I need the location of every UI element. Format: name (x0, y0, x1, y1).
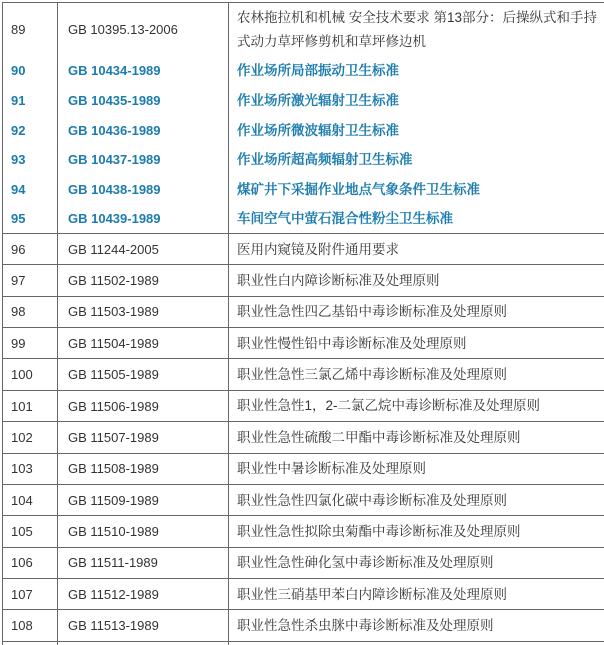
table-row (3, 234, 604, 265)
standard-title-cell: 职业性慢性铅中毒诊断标准及处理原则 (237, 335, 467, 351)
standard-title-cell: 职业性急性拟除虫菊酯中毒诊断标准及处理原则 (237, 523, 521, 539)
standard-code-cell[interactable]: GB 10435-1989 (58, 86, 229, 116)
table-row (3, 422, 604, 453)
table-row (3, 56, 604, 86)
row-number-cell: 98 (3, 297, 58, 327)
row-number-cell[interactable]: 90 (3, 56, 58, 86)
standard-title-cell: 职业性白内障诊断标准及处理原则 (237, 272, 440, 288)
standard-code-cell: GB 11509-1989 (58, 485, 229, 515)
standard-code-cell[interactable]: GB 10439-1989 (58, 204, 229, 233)
standard-code-cell: GB 11507-1989 (58, 422, 229, 452)
standard-code-cell: GB 11512-1989 (58, 579, 229, 609)
standard-title-cell: 职业性急性1，2-二氯乙烷中毒诊断标准及处理原则 (237, 398, 541, 414)
row-number-cell: 97 (3, 265, 58, 295)
standard-code-cell: GB 11510-1989 (58, 516, 229, 546)
row-number-cell: 96 (3, 234, 58, 264)
row-number-cell[interactable]: 95 (3, 204, 58, 233)
row-number-cell: 103 (3, 454, 58, 484)
table-row (3, 3, 604, 56)
standard-title-cell (229, 642, 604, 645)
row-number-cell[interactable]: 91 (3, 86, 58, 116)
standard-code-cell[interactable]: GB 10436-1989 (58, 115, 229, 145)
table-row (3, 86, 604, 116)
standard-title-cell: 农林拖拉机和机械 安全技术要求 第13部分：后操纵式和手持式动力草坪修剪机和草坪修边机 (237, 10, 598, 49)
standard-title-link[interactable]: 作业场所局部振动卫生标准 (237, 63, 399, 79)
table-row (3, 359, 604, 390)
row-number-cell: 105 (3, 516, 58, 546)
row-number-cell[interactable]: 93 (3, 145, 58, 175)
table-row (3, 454, 604, 485)
table-row (3, 579, 604, 610)
standard-title-cell: 职业性急性四乙基铅中毒诊断标准及处理原则 (237, 304, 507, 320)
row-number-cell (3, 642, 58, 645)
standard-code-cell[interactable]: GB 10437-1989 (58, 145, 229, 175)
table-row (3, 391, 604, 422)
standard-title-cell: 职业性急性三氯乙烯中毒诊断标准及处理原则 (237, 367, 507, 383)
table-row (3, 175, 604, 205)
table-row (3, 328, 604, 359)
standard-title-cell: 职业性急性四氯化碳中毒诊断标准及处理原则 (237, 492, 507, 508)
standard-code-cell: GB 11505-1989 (58, 359, 229, 389)
row-number-cell: 104 (3, 485, 58, 515)
standards-table (2, 2, 604, 645)
standard-title-cell: 职业性三硝基甲苯白内障诊断标准及处理原则 (237, 586, 507, 602)
row-number-cell: 108 (3, 610, 58, 640)
standard-code-cell[interactable]: GB 10434-1989 (58, 56, 229, 86)
table-row (3, 516, 604, 547)
standard-code-cell (58, 642, 229, 645)
table-row (3, 610, 604, 641)
row-number-cell: 99 (3, 328, 58, 358)
table-row (3, 204, 604, 234)
standard-title-cell: 职业性中暑诊断标准及处理原则 (237, 461, 426, 477)
standard-code-cell: GB 11244-2005 (58, 234, 229, 264)
standard-title-cell: 职业性急性硫酸二甲酯中毒诊断标准及处理原则 (237, 429, 521, 445)
standard-code-cell: GB 11503-1989 (58, 297, 229, 327)
row-number-cell: 89 (3, 3, 58, 56)
standard-title-link[interactable]: 作业场所激光辐射卫生标准 (237, 92, 399, 108)
standard-code-cell[interactable]: GB 10438-1989 (58, 175, 229, 205)
row-number-cell: 102 (3, 422, 58, 452)
row-number-cell[interactable]: 94 (3, 175, 58, 205)
table-row (3, 548, 604, 579)
table-row (3, 265, 604, 296)
standard-title-link[interactable]: 车间空气中萤石混合性粉尘卫生标准 (237, 211, 453, 226)
standard-title-cell: 职业性急性杀虫脒中毒诊断标准及处理原则 (237, 618, 494, 634)
table-row-partial (3, 642, 604, 645)
standard-code-cell: GB 11506-1989 (58, 391, 229, 421)
standard-title-link[interactable]: 煤矿井下采掘作业地点气象条件卫生标准 (237, 181, 480, 197)
standard-title-link[interactable]: 作业场所微波辐射卫生标准 (237, 122, 399, 138)
standard-code-cell: GB 11508-1989 (58, 454, 229, 484)
standard-title-link[interactable]: 作业场所超高频辐射卫生标准 (237, 152, 413, 168)
row-number-cell[interactable]: 92 (3, 115, 58, 145)
standard-title-cell: 职业性急性砷化氢中毒诊断标准及处理原则 (237, 555, 494, 571)
standard-code-cell: GB 11504-1989 (58, 328, 229, 358)
standard-code-cell: GB 11513-1989 (58, 610, 229, 640)
row-number-cell: 107 (3, 579, 58, 609)
table-row (3, 297, 604, 328)
row-number-cell: 100 (3, 359, 58, 389)
row-number-cell: 106 (3, 548, 58, 578)
table-row (3, 115, 604, 145)
standard-title-cell: 医用内窥镜及附件通用要求 (237, 241, 399, 257)
standard-code-cell: GB 11511-1989 (58, 548, 229, 578)
table-row (3, 485, 604, 516)
table-row (3, 145, 604, 175)
standard-code-cell: GB 11502-1989 (58, 265, 229, 295)
standard-code-cell: GB 10395.13-2006 (58, 3, 229, 56)
row-number-cell: 101 (3, 391, 58, 421)
